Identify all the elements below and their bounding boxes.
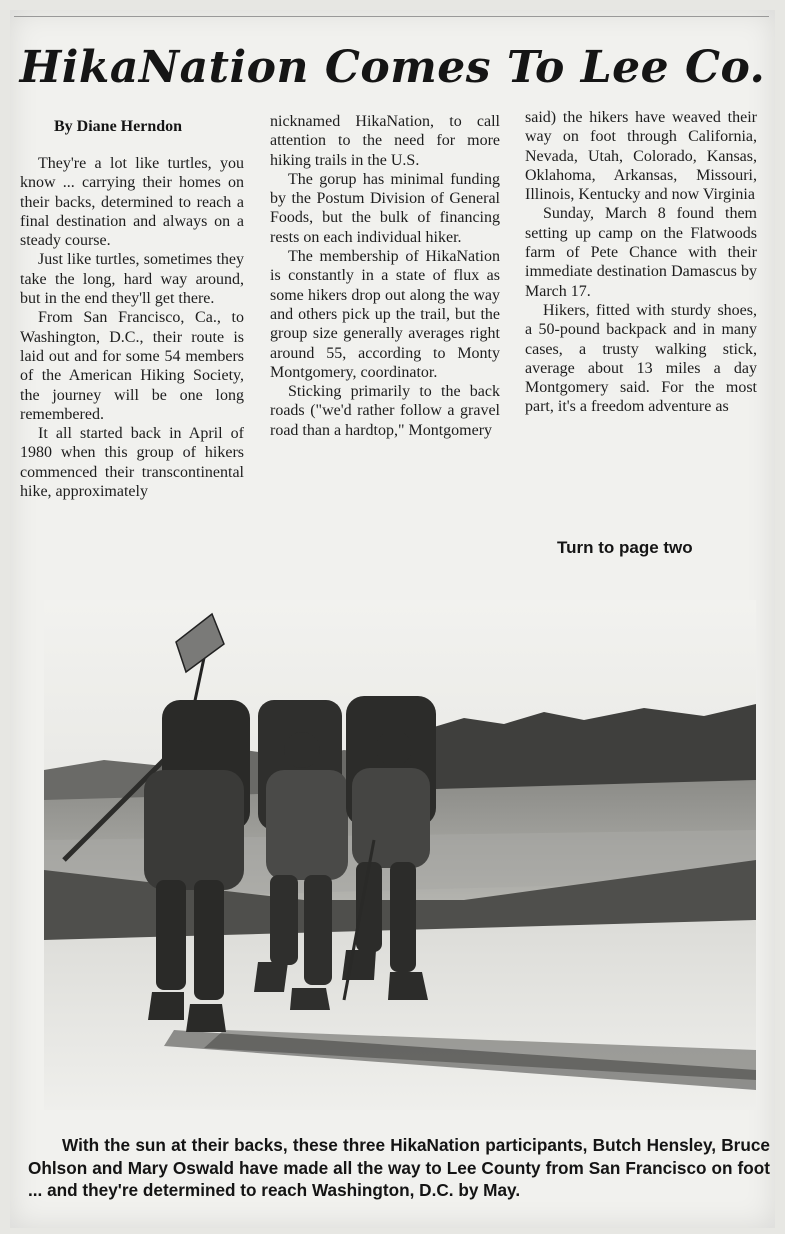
paragraph: They're a lot like turtles, you know ... carrying their homes on their backs, determined to reach a final destination and always on a steady course. <box>20 155 244 250</box>
paragraph: Hikers, fitted with sturdy shoes, a 50-pound backpack and in many cases, a trusty walking stick, average about 13 miles a day Montgomery said. For the most part, it's a freedom adventure as <box>525 301 757 416</box>
headline: HikaNation Comes To Lee Co. <box>19 42 766 93</box>
photo-caption: With the sun at their backs, these three HikaNation participants, Butch Hensley, Bruce Ohlson and Mary Oswald have made all the way to Lee County from San Francisco on foot ... and they're determined to reach Washington, D.C. by May. <box>28 1135 770 1200</box>
continued-jump-line: Turn to page two <box>557 538 693 557</box>
paragraph: The gorup has minimal funding by the Postum Division of General Foods, but the bulk of financing rests on each individual hiker. <box>270 170 500 246</box>
paragraph: Just like turtles, sometimes they take the long, hard way around, but in the end they'll get there. <box>20 251 244 308</box>
article-column-3 <box>525 108 757 417</box>
top-rule <box>14 16 769 17</box>
paragraph: It all started back in April of 1980 when this group of hikers commenced their transcontinental hike, approximately <box>20 425 244 501</box>
paragraph: Sunday, March 8 found them setting up camp on the Flatwoods farm of Pete Chance with their immediate destination Damascus by March 17. <box>525 205 757 300</box>
article-column-2 <box>270 112 500 440</box>
paragraph: said) the hikers have weaved their way on foot through California, Nevada, Utah, Colorado, Kansas, Oklahoma, Arkansas, Missouri, Illinois, Kentucky and now Virginia <box>525 109 757 204</box>
byline: By Diane Herndon <box>54 118 183 135</box>
hikers-photo <box>44 600 756 1110</box>
paragraph: nicknamed HikaNation, to call attention to the need for more hiking trails in the U.S. <box>270 113 500 169</box>
paragraph: From San Francisco, Ca., to Washington, D.C., their route is laid out and for some 54 members of the American Hiking Society, the journey will be one long remembered. <box>20 309 244 423</box>
paragraph: Sticking primarily to the back roads ("we'd rather follow a gravel road than a hardtop," Montgomery <box>270 383 500 439</box>
article-column-1 <box>20 154 244 501</box>
paragraph: The membership of HikaNation is constantly in a state of flux as some hikers drop out along the way and others pick up the trail, but the group size generally averages right around 55, according to Monty Montgomery, coordinator. <box>270 248 500 381</box>
